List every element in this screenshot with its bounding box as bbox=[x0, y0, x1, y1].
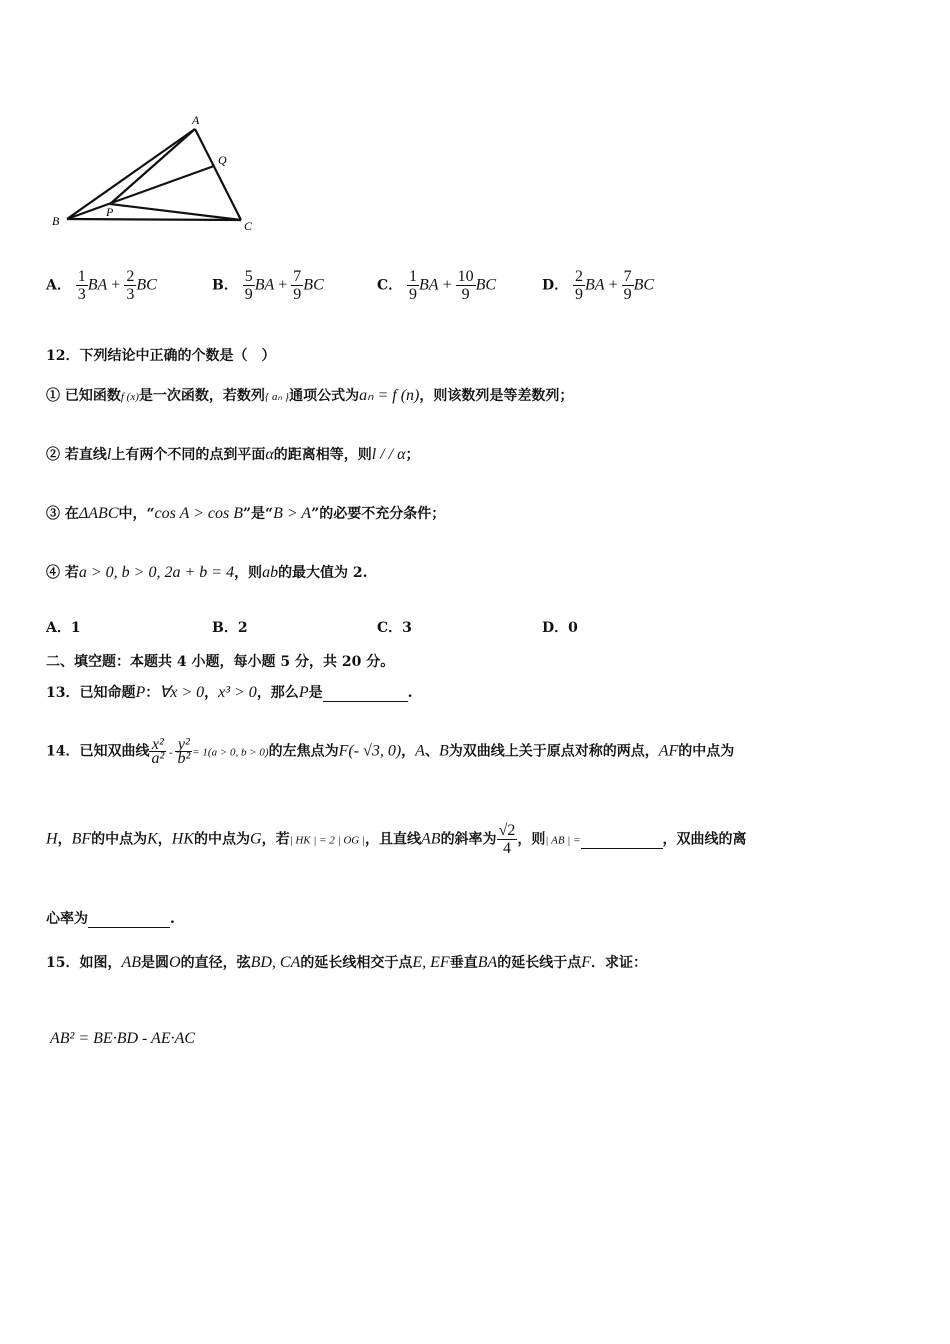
q11-option-b[interactable]: B． $\frac{5}{9}$ BA + $\frac{7}{9}$ BC bbox=[212, 268, 324, 303]
q12-option-a[interactable]: A．1 bbox=[46, 620, 81, 636]
q12-option-c[interactable]: C．3 bbox=[377, 620, 412, 636]
q11-option-a[interactable]: A． $\frac{1}{3}$ BA + $\frac{2}{3}$ BC bbox=[46, 268, 157, 303]
section-heading: 二、填空题：本题共 4 小题，每小题 5 分，共 20 分。 bbox=[46, 654, 395, 670]
segment-AP bbox=[110, 129, 195, 204]
label-Q: Q bbox=[218, 153, 227, 167]
answer-blank[interactable] bbox=[88, 911, 170, 928]
label-C: C bbox=[244, 219, 253, 233]
label-B: B bbox=[52, 214, 60, 228]
answer-blank[interactable] bbox=[581, 832, 663, 849]
q12-option-d[interactable]: D．0 bbox=[542, 620, 578, 636]
q15-proof-statement: AB² = BE·BD - AE·AC bbox=[50, 1030, 196, 1047]
q14-line-3: 心率为 . bbox=[46, 911, 175, 927]
q13: 13．已知命题P：∀x > 0，x³ > 0，那么P是 . bbox=[46, 684, 413, 701]
q14-line-1: 14．已知双曲线 $\frac{\text{x²}}{\text{a²}}$ - $\frac{\text{y²}}{\text{b²}}$ = 1(a > 0, b > 0)的左焦点为F(- √3, 0)，A、B为双曲线上关于原点对称的两点，AF的中点为 bbox=[46, 736, 735, 767]
segment-BC bbox=[67, 219, 241, 220]
segment-PC bbox=[110, 204, 241, 220]
triangle-figure bbox=[40, 108, 300, 238]
segment-AC bbox=[195, 129, 241, 220]
q15: 15．如图，AB是圆O的直径，弦BD, CA的延长线相交于点E, EF垂直BA的延长线于点F．求证： bbox=[46, 954, 648, 971]
q11-option-d[interactable]: D． $\frac{2}{9}$ BA + $\frac{7}{9}$ BC bbox=[542, 268, 655, 303]
q14-line-2: H，BF的中点为K，HK的中点为G，若| HK | = 2 | OG |，且直线AB的斜率为 $\frac{√2}{4}$ ，则| AB | = ，双曲线的离 bbox=[46, 822, 747, 857]
q12-statement-1: ① 已知函数f (x)是一次函数，若数列{ aₙ }通项公式为aₙ = f (n)，则该数列是等差数列； bbox=[46, 387, 574, 404]
q12-statement-4: ④ 若a > 0, b > 0, 2a + b = 4，则ab的最大值为 2. bbox=[46, 564, 368, 581]
answer-blank[interactable] bbox=[323, 685, 408, 702]
label-A: A bbox=[192, 113, 200, 127]
q12-stem: 12．下列结论中正确的个数是（ ） bbox=[46, 348, 276, 364]
q11-option-c[interactable]: C． $\frac{1}{9}$ BA + $\frac{10}{9}$ BC bbox=[377, 268, 497, 303]
q12-statement-3: ③ 在ΔABC中，“cos A > cos B”是“B > A”的必要不充分条件； bbox=[46, 505, 446, 522]
q12-statement-2: ② 若直线l上有两个不同的点到平面α的距离相等，则l / / α； bbox=[46, 446, 420, 463]
q12-option-b[interactable]: B．2 bbox=[212, 620, 248, 636]
segment-BQ bbox=[67, 166, 214, 219]
label-P: P bbox=[106, 205, 114, 219]
